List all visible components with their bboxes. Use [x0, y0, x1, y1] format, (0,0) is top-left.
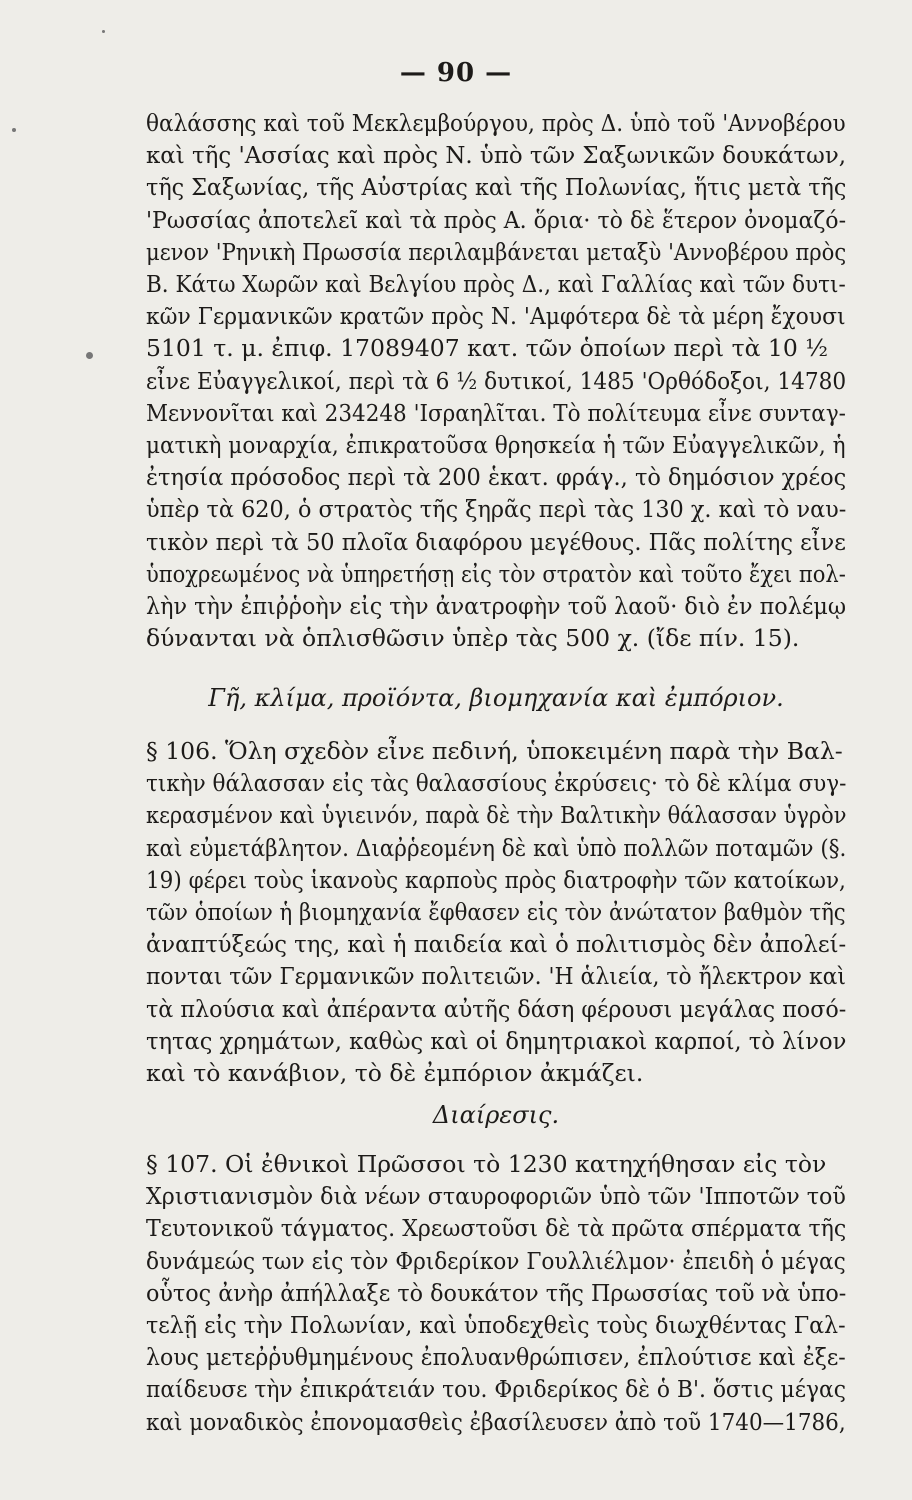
text-line: Μεννονῖται καὶ 234248 'Ισραηλῖται. Τὸ πολίτευμα εἶνε συνταγ- [146, 398, 846, 427]
section-heading-division: Διαίρεσις. [432, 1101, 560, 1129]
paragraph-germany-prussia-overview [146, 107, 846, 654]
text-line: Χριστιανισμὸν διὰ νέων σταυροφοριῶν ὑπὸ τῶν 'Ιπποτῶν τοῦ [146, 1182, 846, 1211]
text-line: λους μετεῤῥυθμημένους ἐπολυανθρώπισεν, ἐπλούτισε καὶ ἐξε- [146, 1343, 846, 1372]
text-line: παίδευσε τὴν ἐπικράτειάν του. Φριδερίκος δὲ ὁ Β'. ὅστις μέγας [146, 1375, 846, 1404]
text-line: Τευτονικοῦ τάγματος. Χρεωστοῦσι δὲ τὰ πρῶτα σπέρματα τῆς [146, 1214, 847, 1243]
text-line: ὑπὲρ τὰ 620, ὁ στρατὸς τῆς ξηρᾶς περὶ τὰς 130 χ. καὶ τὸ ναυ- [146, 495, 847, 524]
text-line: ὑποχρεωμένος νὰ ὑπηρετήσῃ εἰς τὸν στρατὸν καὶ τοῦτο ἔχει πολ- [146, 559, 846, 588]
text-line: τὰ πλούσια καὶ ἀπέραντα αὐτῆς δάση φέρουσι μεγάλας ποσό- [146, 994, 847, 1023]
text-line: καὶ τῆς 'Ασσίας καὶ πρὸς Ν. ὑπὸ τῶν Σαξωνικῶν δουκάτων, [146, 141, 847, 170]
text-line: τικὴν θάλασσαν εἰς τὰς θαλασσίους ἐκρύσεις· τὸ δὲ κλίμα συγ- [146, 769, 847, 798]
text-line: § 106. Ὅλη σχεδὸν εἶνε πεδινή, ὑποκειμένη παρὰ τὴν Βαλ- [146, 737, 843, 765]
text-line: ἀναπτύξεώς της, καὶ ἡ παιδεία καὶ ὁ πολιτισμὸς δὲν ἀπολεί- [146, 930, 847, 959]
paragraph-107 [146, 1148, 846, 1438]
text-line: καὶ τὸ κανάβιον, τὸ δὲ ἐμπόριον ἀκμάζει. [146, 1059, 644, 1088]
text-line: καὶ εὐμετάβλητον. Διαῤῥεομένη δὲ καὶ ὑπὸ πολλῶν ποταμῶν (§. [146, 833, 847, 862]
text-line: τελῇ εἰς τὴν Πολωνίαν, καὶ ὑποδεχθεὶς τοὺς διωχθέντας Γαλ- [146, 1311, 846, 1340]
text-line: λὴν τὴν ἐπιῤῥοὴν εἰς τὴν ἀνατροφὴν τοῦ λαοῦ· διὸ ἐν πολέμῳ [146, 592, 847, 621]
text-line: μενον 'Ρηνικὴ Πρωσσία περιλαμβάνεται μεταξὺ 'Αννοβέρου πρὸς [146, 237, 847, 266]
ink-speck [86, 352, 93, 359]
text-line: ματικὴ μοναρχία, ἐπικρατοῦσα θρησκεία ἡ τῶν Εὐαγγελικῶν, ἡ [146, 431, 846, 460]
text-line: τητας χρημάτων, καθὼς καὶ οἱ δημητριακοὶ καρποί, τὸ λίνον [146, 1026, 847, 1055]
page-number: — 90 — [399, 58, 513, 88]
text-line: εἶνε Εὐαγγελικοί, περὶ τὰ 6 ½ δυτικοί, 1485 'Ορθόδοξοι, 14780 [146, 366, 847, 395]
text-line: κερασμένον καὶ ὑγιεινόν, παρὰ δὲ τὴν Βαλτικὴν θάλασσαν ὑγρὸν [146, 801, 847, 830]
text-line: 'Ρωσσίας ἀποτελεῖ καὶ τὰ πρὸς Α. ὅρια· τὸ δὲ ἕτερον ὀνομαζό- [146, 205, 847, 234]
text-line: ἐτησία πρόσοδος περὶ τὰ 200 ἑκατ. φράγ., τὸ δημόσιον χρέος [146, 463, 847, 492]
text-line: θαλάσσης καὶ τοῦ Μεκλεμβούργου, πρὸς Δ. ὑπὸ τοῦ 'Αννοβέρου [146, 109, 846, 137]
text-line: τῆς Σαξωνίας, τῆς Αὐστρίας καὶ τῆς Πολωνίας, ἥτις μετὰ τῆς [146, 173, 847, 202]
section-heading-land-climate: Γῆ, κλίμα, προϊόντα, βιομηχανία καὶ ἐμπόριον. [208, 684, 784, 712]
text-line: οὗτος ἀνὴρ ἀπήλλαξε τὸ δουκάτον τῆς Πρωσσίας τοῦ νὰ ὑπο- [146, 1278, 847, 1307]
text-line: καὶ μοναδικὸς ἐπονομασθεὶς ἐβασίλευσεν ἀπὸ τοῦ 1740—1786, [146, 1407, 846, 1436]
text-line: κῶν Γερμανικῶν κρατῶν πρὸς Ν. 'Αμφότερα δὲ τὰ μέρη ἔχουσι [146, 302, 846, 331]
ink-speck [102, 30, 105, 33]
ink-speck [12, 128, 16, 132]
text-line: πονται τῶν Γερμανικῶν πολιτειῶν. 'Η ἁλιεία, τὸ ἤλεκτρον καὶ [146, 962, 846, 991]
paragraph-106 [146, 735, 846, 1089]
text-line: δυνάμεώς των εἰς τὸν Φριδερίκον Γουλλιέλμον· ἐπειδὴ ὁ μέγας [146, 1246, 846, 1275]
text-line: Β. Κάτω Χωρῶν καὶ Βελγίου πρὸς Δ., καὶ Γαλλίας καὶ τῶν δυτι- [146, 270, 846, 299]
text-line: 5101 τ. μ. ἐπιφ. 17089407 κατ. τῶν ὁποίων περὶ τὰ 10 ½ [146, 334, 829, 363]
text-line: τικὸν περὶ τὰ 50 πλοῖα διαφόρου μεγέθους. Πᾶς πολίτης εἶνε [146, 527, 846, 556]
text-line: 19) φέρει τοὺς ἱκανοὺς καρποὺς πρὸς διατροφὴν τῶν κατοίκων, [146, 865, 846, 894]
text-line: § 107. Οἱ ἐθνικοὶ Πρῶσσοι τὸ 1230 κατηχήθησαν εἰς τὸν [146, 1150, 827, 1178]
text-line: δύνανται νὰ ὁπλισθῶσιν ὑπὲρ τὰς 500 χ. (ἴδε πίν. 15). [146, 624, 800, 653]
text-line: τῶν ὁποίων ἡ βιομηχανία ἔφθασεν εἰς τὸν ἀνώτατον βαθμὸν τῆς [146, 898, 846, 927]
